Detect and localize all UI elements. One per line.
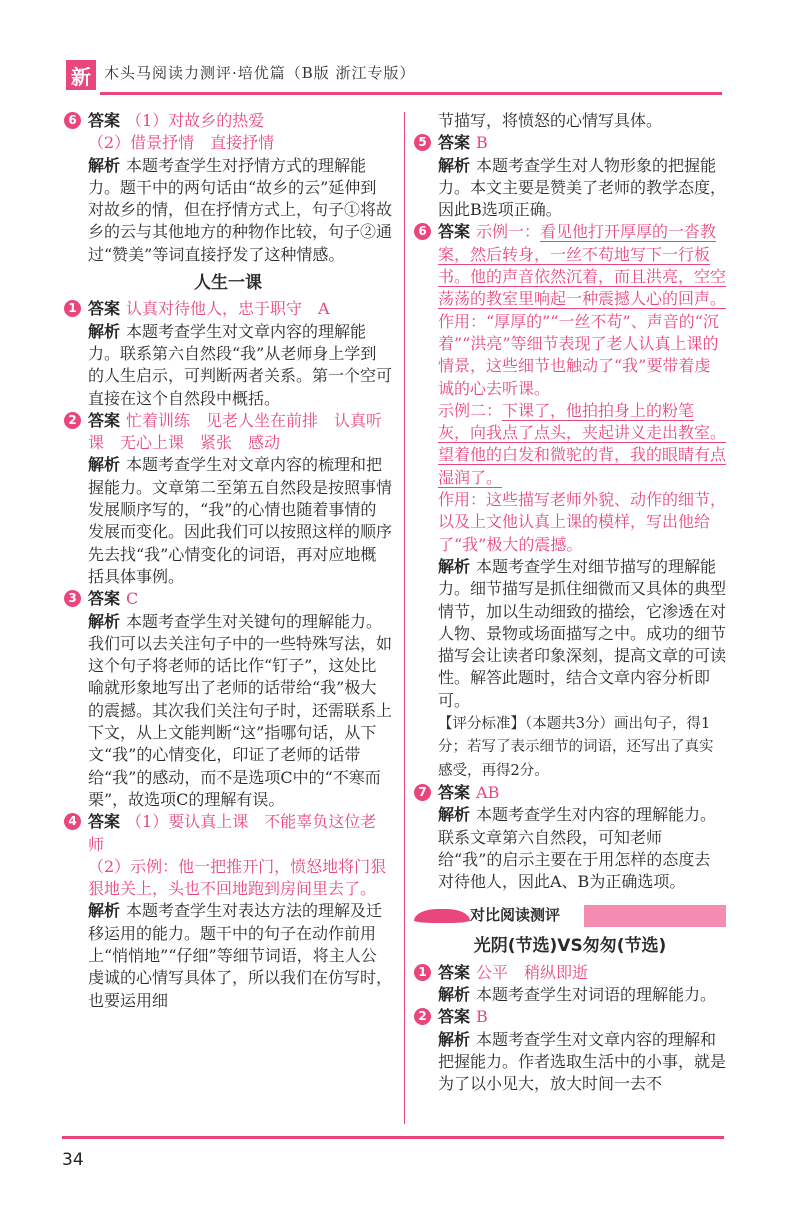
analysis-label: 解析 — [88, 455, 121, 475]
question-number: 1 — [64, 300, 81, 317]
analysis-text: 节描写，将愤怒的心情写具体。 — [438, 111, 663, 130]
continued-text — [414, 110, 726, 132]
analysis-label: 解析 — [438, 556, 471, 576]
answer-label: 答案 — [88, 111, 121, 130]
answer-item-4 — [64, 811, 392, 1012]
answer-item-s2 — [414, 1006, 726, 1095]
banner-bar — [584, 905, 726, 927]
answer-item-7 — [414, 782, 726, 893]
question-number: 1 — [414, 964, 431, 981]
question-number: 3 — [64, 590, 81, 607]
analysis-text: 本题考查学生对细节描写的理解能力。细节描写是抓住细微而又具体的典型情节，加以生动细致的描绘，它渗透在对人物、景物或场面描写之中。成功的细节描写会让读者印象深刻，提高文章的可读性。解答此题时，结合文章内容分析即可。 — [438, 556, 727, 710]
question-number: 2 — [414, 1008, 431, 1025]
book-title: 木头马阅读力测评·培优篇（B版 浙江专版） — [104, 64, 416, 82]
answer-label: 答案 — [438, 222, 471, 242]
right-column — [414, 110, 726, 1095]
series-logo: 新 — [66, 60, 96, 90]
footer-rule — [62, 1136, 724, 1139]
answer-label: 答案 — [438, 1007, 471, 1027]
answer-label: 答案 — [438, 782, 471, 802]
answer-text: （1）对故乡的热爱 — [126, 111, 265, 130]
answer-text: 公平 稍纵即逝 — [476, 962, 589, 982]
answer-label: 答案 — [438, 962, 471, 982]
left-column — [64, 110, 392, 1012]
page-number: 34 — [62, 1150, 84, 1170]
answer-item-1 — [64, 298, 392, 409]
analysis-text: 本题考查学生对内容的理解能力。联系文章第六自然段，可知老师给“我”的启示主要在于用怎样的态度去对待他人，因此A、B为正确选项。 — [438, 805, 717, 892]
answer-text: （1）要认真上课 不能辜负这位老师 — [88, 812, 377, 854]
example-1-effect: 作用：“厚厚的”“一丝不苟”、声音的“沉着”“洪亮”等细节表现了老人认真上课的情景，这些细节也触动了“我”要带着虔诚的心去听课。 — [438, 311, 719, 398]
analysis-text: 本题考查学生对文章内容的理解能力。联系第六自然段“我”从老师身上学到的人生启示，可判断两者关系。第一个空可直接在这个自然段中概括。 — [88, 321, 393, 408]
answer-text: 认真对待他人，忠于职守 A — [126, 299, 330, 319]
answer-text: C — [126, 589, 139, 609]
scoring-rule: 【评分标准】（本题共3分）画出句子，得1分；若写了表示细节的词语，还写出了真实感受，再得2分。 — [438, 716, 714, 779]
answer-text: B — [476, 133, 488, 153]
header-rule — [100, 92, 722, 95]
analysis-label: 解析 — [88, 155, 121, 175]
banner-title: 对比阅读测评 — [470, 906, 561, 925]
section-title: 人生一课 — [194, 273, 262, 294]
column-divider — [404, 112, 405, 1124]
example-2-label: 示例二： — [438, 400, 503, 420]
answer-item-6 — [64, 110, 392, 266]
answer-item-5 — [414, 132, 726, 221]
answer-text: B — [476, 1007, 488, 1027]
question-number: 7 — [414, 784, 431, 801]
analysis-text: 本题考查学生对文章内容的理解和把握能力。作者选取生活中的小事，就是为了以小见大，放大时间一去不 — [438, 1029, 727, 1094]
question-number: 2 — [64, 412, 81, 429]
answer-label: 答案 — [88, 589, 121, 609]
answer-item-3 — [64, 588, 392, 811]
analysis-label: 解析 — [438, 984, 471, 1004]
fish-icon — [414, 909, 470, 923]
analysis-label: 解析 — [88, 611, 121, 631]
analysis-text: 本题考查学生对词语的理解能力。 — [476, 984, 717, 1004]
answer-label: 答案 — [88, 299, 121, 319]
example-2-effect: 作用：这些描写老师外貌、动作的细节，以及上文他认真上课的模样，写出他给了“我”极大的震撼。 — [438, 490, 727, 554]
section-banner — [414, 901, 726, 929]
answer-text: （2）借景抒情 直接抒情 — [88, 133, 275, 153]
question-number: 4 — [64, 813, 81, 830]
question-number: 5 — [414, 134, 431, 151]
question-number: 6 — [64, 112, 81, 129]
answer-label: 答案 — [88, 410, 121, 430]
analysis-text: 本题考查学生对抒情方式的理解能力。题干中的两句话由“故乡的云”延伸到对故乡的情，但在抒情方式上，句子①将故乡的云与其他地方的种物作比较，句子②通过“赞美”等词直接抒发了这种情感。 — [88, 155, 393, 264]
example-1-label: 示例一： — [476, 222, 541, 242]
analysis-text: 本题考查学生对关键句的理解能力。我们可以去关注句子中的一些特殊写法，如这个句子将老师的话比作“钉子”，这处比喻就形象地写出了老师的话带给“我”极大的震撼。其次我们关注句子时，还需联系上下文，从上文能判断“这”指哪句话，从下文“我”的心情变化，印证了老师的话带给“我”的感动，而不是选项C中的“不寒而栗”，故选项C的理解有误。 — [88, 611, 393, 809]
analysis-label: 解析 — [438, 155, 471, 175]
answer-item-2 — [64, 410, 392, 588]
example-1-text: 看见他打开厚厚的一沓教案，然后转身，一丝不苟地写下一行板书。他的声音依然沉着，而且洪亮，空空荡荡的教室里响起一种震撼人心的回声。 — [438, 222, 727, 309]
section-title: 光阴(节选)VS匆匆(节选) — [473, 936, 667, 957]
analysis-label: 解析 — [438, 1029, 471, 1049]
analysis-label: 解析 — [88, 901, 121, 921]
answer-label: 答案 — [438, 133, 471, 153]
answer-item-6b — [414, 221, 726, 781]
analysis-text: 本题考查学生对人物形象的把握能力。本文主要是赞美了老师的教学态度，因此B选项正确。 — [438, 155, 727, 220]
analysis-text: 本题考查学生对文章内容的梳理和把握能力。文章第二至第五自然段是按照事情发展顺序写的，“我”的心情也随着事情的发展而变化。因此我们可以按照这样的顺序先去找“我”心情变化的词语，再对应地概括具体事例。 — [88, 455, 393, 586]
analysis-label: 解析 — [438, 805, 471, 825]
analysis-label: 解析 — [88, 321, 121, 341]
answer-text: 忙着训练 见老人坐在前排 认真听课 无心上课 紧张 感动 — [88, 410, 383, 453]
page-header — [0, 0, 800, 105]
example-2-text: 下课了，他拍拍身上的粉笔灰，向我点了点头，夹起讲义走出教室。望着他的白发和微驼的背，我的眼睛有点湿润了。 — [438, 400, 727, 487]
answer-text: AB — [476, 782, 500, 802]
question-number: 6 — [414, 223, 431, 240]
answer-item-s1 — [414, 962, 726, 1007]
analysis-text: 本题考查学生对表达方法的理解及迁移运用的能力。题干中的句子在动作前用上“悄悄地”“仔细”等细节词语，将主人公虔诚的心情写具体了，所以我们在仿写时，也要运用细 — [88, 901, 393, 1010]
answer-label: 答案 — [88, 812, 121, 832]
answer-text: （2）示例：他一把推开门，愤怒地将门狠狠地关上，头也不回地跑到房间里去了。 — [88, 856, 387, 899]
